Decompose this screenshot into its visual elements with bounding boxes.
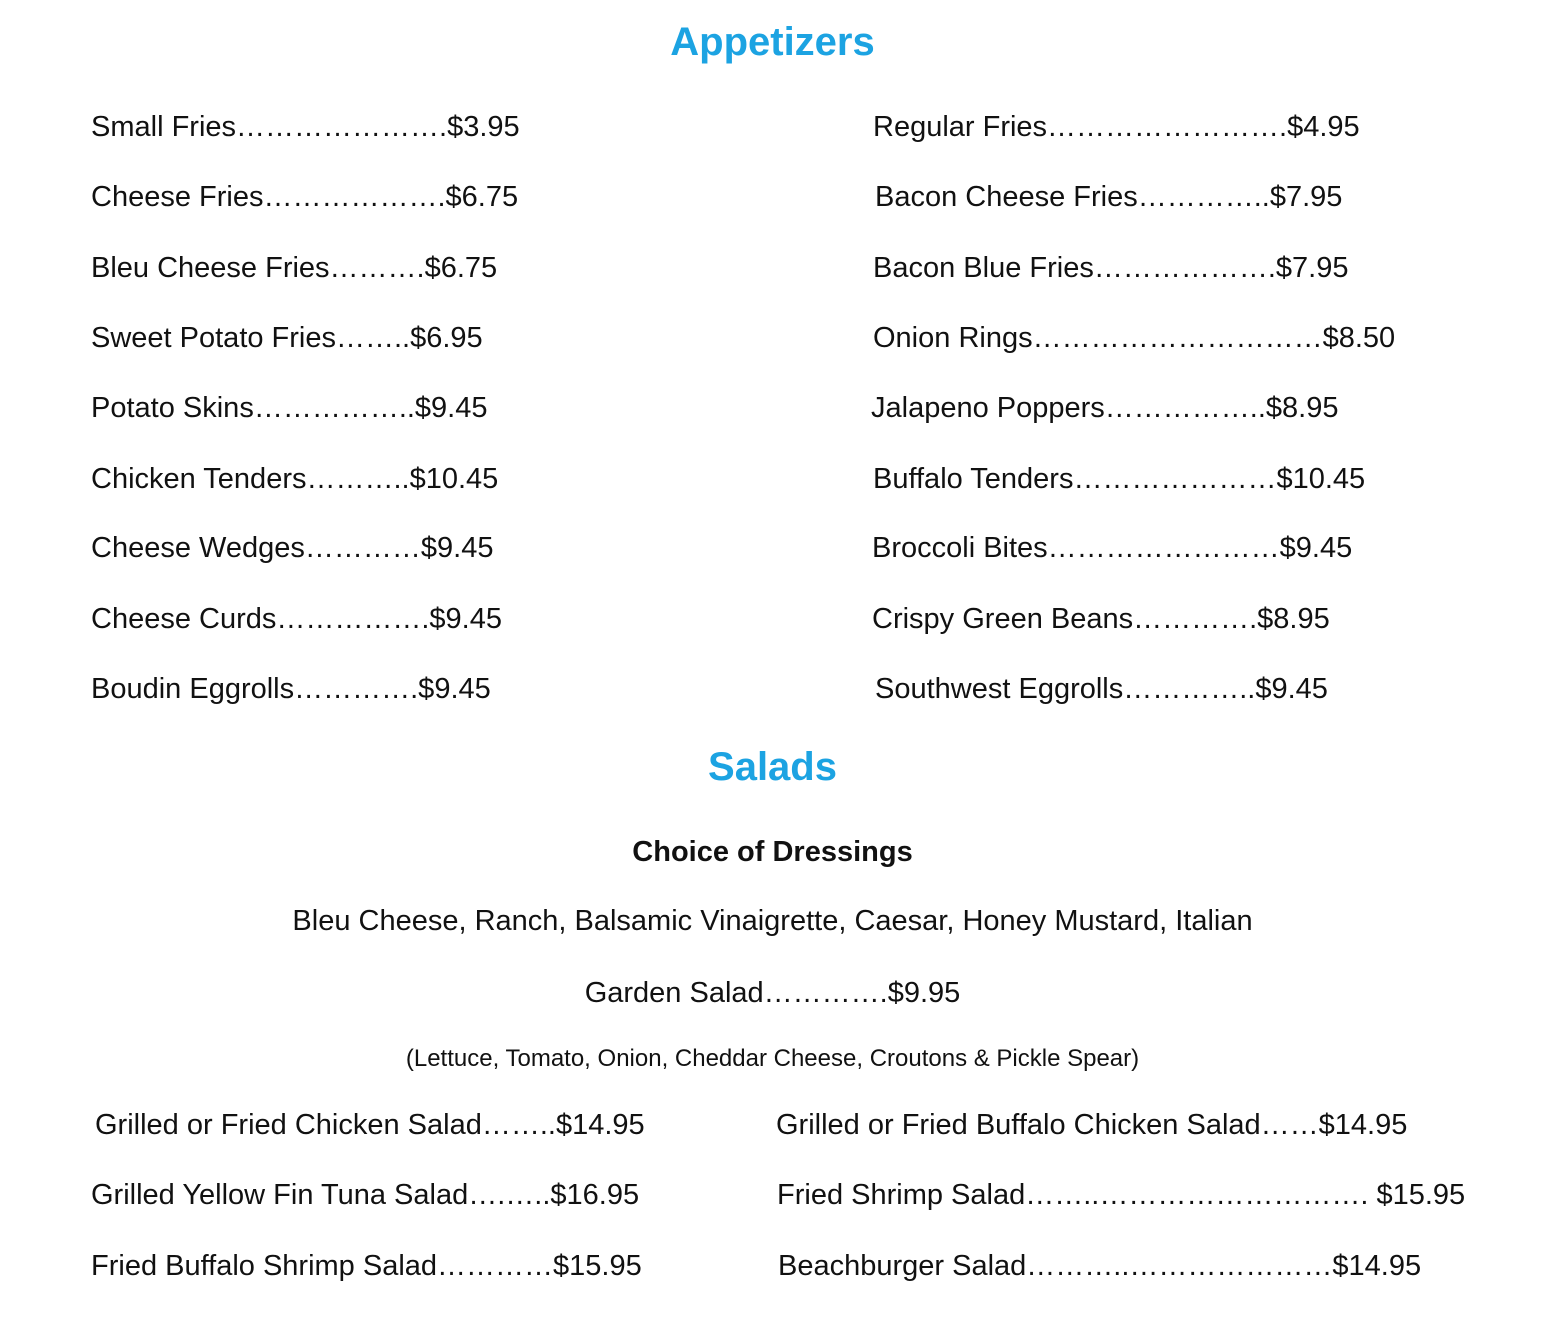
- appetizer-item: Bleu Cheese Fries……….$6.75: [91, 252, 498, 284]
- appetizer-item: Cheese Curds…………….$9.45: [91, 603, 502, 635]
- appetizer-item: Potato Skins……………..$9.45: [91, 392, 488, 424]
- appetizers-heading: Appetizers: [670, 20, 875, 64]
- garden-salad-item: Garden Salad………….$9.95: [584, 977, 961, 1009]
- salad-item: Fried Shrimp Salad……..………………………. $15.95: [777, 1179, 1466, 1211]
- appetizer-item: Buffalo Tenders…………………$10.45: [873, 463, 1366, 495]
- salads-heading: Salads: [708, 745, 837, 789]
- salad-item: Fried Buffalo Shrimp Salad…………$15.95: [91, 1250, 642, 1282]
- appetizer-item: Cheese Fries……………….$6.75: [91, 181, 519, 213]
- appetizer-item: Jalapeno Poppers……………..$8.95: [871, 392, 1339, 424]
- salad-item: Grilled or Fried Buffalo Chicken Salad……$14.95: [776, 1109, 1408, 1141]
- appetizer-item: Broccoli Bites……………………$9.45: [872, 532, 1353, 564]
- appetizer-item: Onion Rings…………………………$8.50: [873, 322, 1396, 354]
- appetizer-item: Sweet Potato Fries……..$6.95: [91, 322, 483, 354]
- garden-salad-note: (Lettuce, Tomato, Onion, Cheddar Cheese, Croutons & Pickle Spear): [405, 1045, 1140, 1072]
- appetizer-item: Regular Fries…………………….$4.95: [873, 111, 1360, 143]
- appetizer-item: Small Fries………………….$3.95: [91, 111, 520, 143]
- salad-item: Grilled or Fried Chicken Salad……..$14.95: [95, 1109, 645, 1141]
- salad-item: Grilled Yellow Fin Tuna Salad….…..$16.95: [91, 1179, 640, 1211]
- salad-item: Beachburger Salad………..…………………$14.95: [778, 1250, 1422, 1282]
- appetizer-item: Bacon Cheese Fries…………..$7.95: [875, 181, 1343, 213]
- dressings-list: Bleu Cheese, Ranch, Balsamic Vinaigrette, Caesar, Honey Mustard, Italian: [292, 905, 1253, 937]
- appetizer-item: Bacon Blue Fries……………….$7.95: [873, 252, 1349, 284]
- appetizer-item: Cheese Wedges…………$9.45: [91, 532, 494, 564]
- dressings-heading: Choice of Dressings: [632, 836, 913, 868]
- appetizer-item: Boudin Eggrolls………….$9.45: [91, 673, 491, 705]
- appetizer-item: Southwest Eggrolls…………..$9.45: [875, 673, 1328, 705]
- appetizer-item: Chicken Tenders………..$10.45: [91, 463, 499, 495]
- appetizer-item: Crispy Green Beans………….$8.95: [872, 603, 1330, 635]
